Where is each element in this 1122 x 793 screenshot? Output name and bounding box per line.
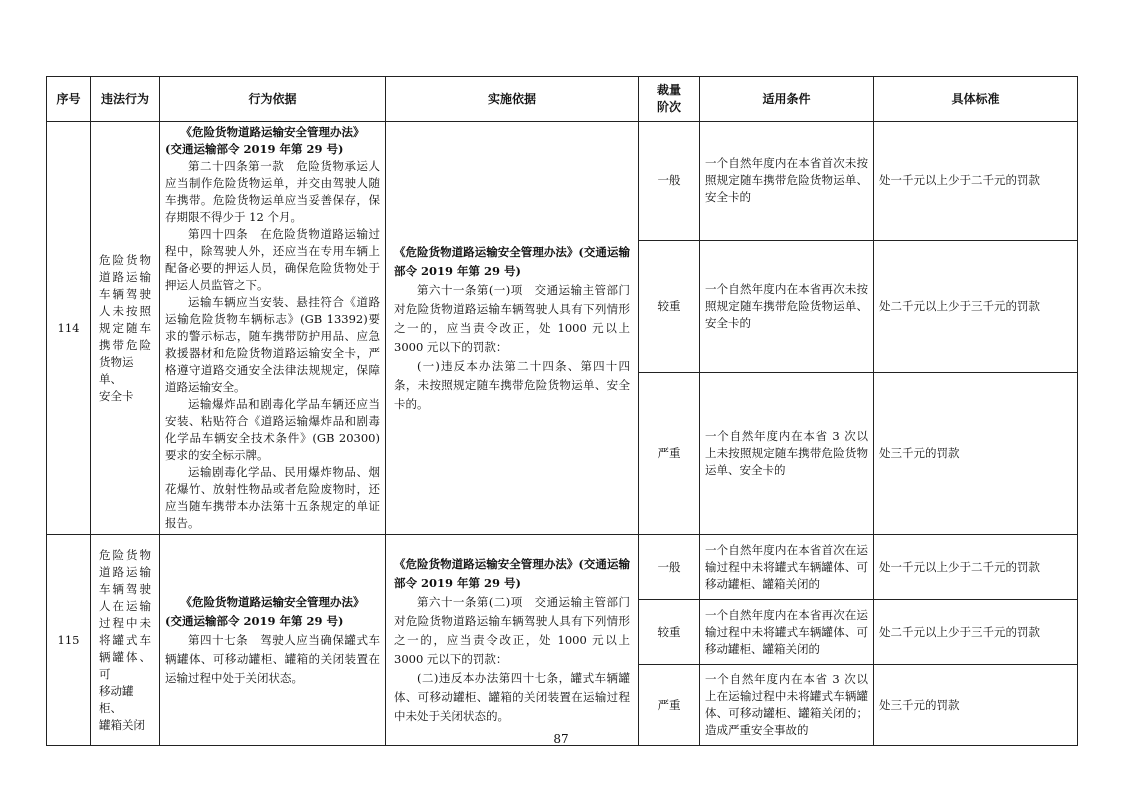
level-cell: 一般: [639, 535, 700, 600]
condition-cell: 一个自然年度内在本省首次未按照规定随车携带危险货物运单、安全卡的: [700, 122, 874, 241]
basis-cell: [160, 535, 386, 746]
standard-cell: 处三千元的罚款: [874, 665, 1078, 746]
penalty-table: [46, 76, 1078, 746]
impl-paragraph: (一)违反本办法第二十四条、第四十四条，未按照规定随车携带危险货物运单、安全卡的。: [394, 358, 630, 411]
behavior-line: 罐箱关闭: [99, 717, 145, 732]
behavior-cell: [91, 535, 160, 746]
level-cell: 一般: [639, 122, 700, 241]
behavior-line: 危险货物: [99, 252, 151, 267]
basis-title: 《危险货物道路运输安全管理办法》: [180, 594, 365, 609]
level-cell: 严重: [639, 665, 700, 746]
standard-cell: 处一千元以上少于二千元的罚款: [874, 122, 1078, 241]
level-cell: 较重: [639, 240, 700, 373]
standard-cell: 处三千元的罚款: [874, 373, 1078, 535]
behavior-line: 车辆驾驶: [99, 581, 151, 596]
basis-cell: [160, 122, 386, 535]
header-level-line1: 裁量: [656, 83, 681, 97]
impl-paragraph: 第六十一条第(一)项 交通运输主管部门对危险货物道路运输车辆驾驶人具有下列情形之一的，应当责令改正，处 1000 元以上 3000 元以下的罚款：: [394, 282, 630, 354]
behavior-line: 携带危险: [99, 337, 151, 352]
impl-title: 《危险货物道路运输安全管理办法》(交通运输部令 2019 年第 29 号): [394, 244, 630, 278]
behavior-line: 危险货物: [99, 547, 151, 562]
behavior-line: 货物运单、: [99, 354, 134, 386]
behavior-line: 道路运输: [99, 269, 151, 284]
standard-cell: 处二千元以上少于三千元的罚款: [874, 600, 1078, 665]
basis-paragraph: 第四十四条 在危险货物道路运输过程中，除驾驶人外，还应当在专用车辆上配备必要的押运人员，确保危险货物处于押运人员监管之下。: [165, 227, 380, 292]
basis-title: 《危险货物道路运输安全管理办法》: [180, 125, 365, 139]
impl-paragraph: (二)违反本办法第四十七条，罐式车辆罐体、可移动罐柜、罐箱的关闭装置在运输过程中未处于关闭状态的。: [394, 670, 630, 723]
basis-paragraph: 运输剧毒化学品、民用爆炸物品、烟花爆竹、放射性物品或者危险废物时，还应当随车携带本办法第十五条规定的单证报告。: [165, 465, 380, 530]
behavior-line: 道路运输: [99, 564, 151, 579]
seq-cell: 115: [47, 535, 91, 746]
behavior-line: 辆罐体、可: [99, 649, 151, 681]
behavior-line: 人在运输: [99, 598, 151, 613]
behavior-line: 规定随车: [99, 320, 151, 335]
header-std: 具体标准: [874, 77, 1078, 122]
condition-cell: 一个自然年度内在本省 3 次以上未按照规定随车携带危险货物运单、安全卡的: [700, 373, 874, 535]
header-seq: 序号: [47, 77, 91, 122]
basis-paragraph: 第四十七条 驾驶人应当确保罐式车辆罐体、可移动罐柜、罐箱的关闭装置在运输过程中处于关闭状态。: [165, 632, 380, 685]
impl-cell: [386, 535, 639, 746]
header-behavior: 违法行为: [91, 77, 160, 122]
condition-cell: 一个自然年度内在本省再次在运输过程中未将罐式车辆罐体、可移动罐柜、罐箱关闭的: [700, 600, 874, 665]
basis-paragraph: 运输爆炸品和剧毒化学品车辆还应当安装、粘贴符合《道路运输爆炸品和剧毒化学品车辆安全技术条件》(GB 20300)要求的安全标示牌。: [165, 397, 380, 462]
basis-subtitle: (交通运输部令 2019 年第 29 号): [165, 142, 344, 156]
page-number: 87: [553, 732, 569, 746]
header-basis: 行为依据: [160, 77, 386, 122]
behavior-line: 车辆驾驶: [99, 286, 151, 301]
level-cell: 严重: [639, 373, 700, 535]
standard-cell: 处一千元以上少于二千元的罚款: [874, 535, 1078, 600]
standard-cell: 处二千元以上少于三千元的罚款: [874, 240, 1078, 373]
table-row: [47, 535, 1078, 600]
basis-paragraph: 第二十四条第一款 危险货物承运人应当制作危险货物运单，并交由驾驶人随车携带。危险货物运单应当妥善保存，保存期限不得少于 12 个月。: [165, 159, 380, 224]
level-cell: 较重: [639, 600, 700, 665]
header-level: [639, 77, 700, 122]
header-row: [47, 77, 1078, 122]
impl-cell: [386, 122, 639, 535]
behavior-line: 过程中未: [99, 615, 151, 630]
basis-subtitle: (交通运输部令 2019 年第 29 号): [165, 613, 344, 628]
header-level-line2: 阶次: [656, 100, 681, 114]
condition-cell: 一个自然年度内在本省再次未按照规定随车携带危险货物运单、安全卡的: [700, 240, 874, 373]
behavior-line: 人未按照: [99, 303, 151, 318]
condition-cell: 一个自然年度内在本省首次在运输过程中未将罐式车辆罐体、可移动罐柜、罐箱关闭的: [700, 535, 874, 600]
basis-paragraph: 运输车辆应当安装、悬挂符合《道路运输危险货物车辆标志》(GB 13392)要求的警示标志，随车携带防护用品、应急救援器材和危险货物道路运输安全卡，严格遵守道路交通安全法律法规规定，保障道路运输安全。: [165, 295, 380, 394]
impl-title: 《危险货物道路运输安全管理办法》(交通运输部令 2019 年第 29 号): [394, 556, 630, 590]
header-impl: 实施依据: [386, 77, 639, 122]
impl-paragraph: 第六十一条第(二)项 交通运输主管部门对危险货物道路运输车辆驾驶人具有下列情形之一的，应当责令改正，处 1000 元以上 3000 元以下的罚款：: [394, 594, 630, 666]
behavior-line: 安全卡: [99, 388, 134, 403]
header-cond: 适用条件: [700, 77, 874, 122]
behavior-line: 移动罐柜、: [99, 683, 134, 715]
table-row: [47, 122, 1078, 241]
behavior-cell: [91, 122, 160, 535]
behavior-line: 将罐式车: [99, 632, 151, 647]
condition-cell: 一个自然年度内在本省 3 次以上在运输过程中未将罐式车辆罐体、可移动罐柜、罐箱关闭的；造成严重安全事故的: [700, 665, 874, 746]
seq-cell: 114: [47, 122, 91, 535]
